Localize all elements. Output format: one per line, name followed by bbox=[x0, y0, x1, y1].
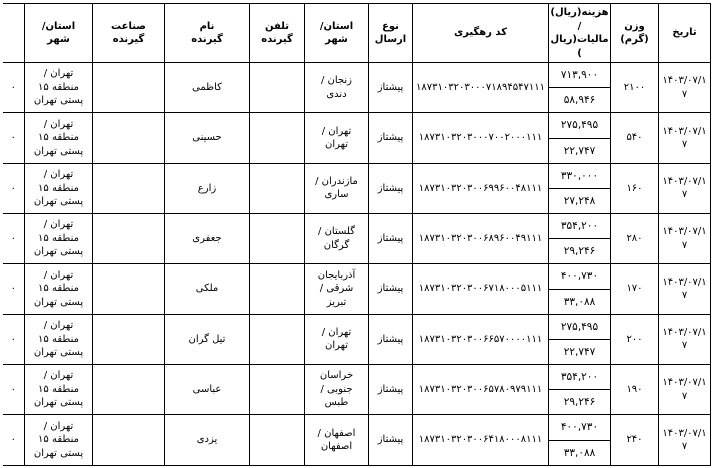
cell-receiver-phone bbox=[250, 264, 305, 314]
cell-overflow: ۰ bbox=[3, 113, 25, 163]
cell-cost-amount: ۳۵۴,۲۰۰ bbox=[549, 214, 610, 239]
cell-receiver-guild bbox=[93, 415, 165, 465]
cell-receiver-phone bbox=[250, 214, 305, 264]
cell-overflow: ۰ bbox=[3, 264, 25, 314]
cell-cost-tax: ۲۹,۲۴۶ bbox=[563, 245, 596, 258]
cell-weight: ۲۴۰ bbox=[611, 415, 659, 465]
cell-cost-tax: ۲۲,۷۴۷ bbox=[563, 144, 596, 157]
column-header-origin: استان/ شهر bbox=[25, 4, 93, 63]
cell-date: ۱۴۰۳/۰۷/۱۷ bbox=[659, 113, 711, 163]
cell-receiver-name: حسینی bbox=[165, 113, 250, 163]
column-header-phone: تلفن گیرنده bbox=[250, 4, 305, 63]
table-row bbox=[3, 314, 711, 364]
table-header bbox=[3, 4, 711, 63]
cell-send-type: پیشتاز bbox=[369, 365, 413, 415]
cell-send-type: پیشتاز bbox=[369, 63, 413, 113]
cell-cost bbox=[549, 264, 611, 314]
cell-province-city: اصفهان / اصفهان bbox=[305, 415, 369, 465]
cell-receiver-name: کاظمی bbox=[165, 63, 250, 113]
cell-cost bbox=[549, 415, 611, 465]
cell-cost-tax: ۲۲,۷۴۷ bbox=[563, 345, 596, 358]
cell-date: ۱۴۰۳/۰۷/۱۷ bbox=[659, 214, 711, 264]
cell-receiver-name: ملکی bbox=[165, 264, 250, 314]
cell-date: ۱۴۰۳/۰۷/۱۷ bbox=[659, 365, 711, 415]
cell-receiver-name: زارع bbox=[165, 163, 250, 213]
cell-tracking-code: ۱۸۷۳۱۰۳۲۰۳۰۰۰۷۱۸۹۴۵۴۷۱۱۱ bbox=[413, 63, 549, 113]
cell-cost-amount: ۴۰۰,۷۳۰ bbox=[549, 264, 610, 289]
table-body bbox=[3, 63, 711, 466]
cell-weight: ۱۶۰ bbox=[611, 163, 659, 213]
cell-province-city: مازندران / ساری bbox=[305, 163, 369, 213]
cell-province-city: تهران / تهران bbox=[305, 113, 369, 163]
cell-province-city: خراسان جنوبی / طبس bbox=[305, 365, 369, 415]
cell-tracking-code: ۱۸۷۳۱۰۳۲۰۳۰۰۶۴۱۸۰۰۰۸۱۱۱ bbox=[413, 415, 549, 465]
cell-cost-amount: ۳۳۰,۰۰۰ bbox=[549, 164, 610, 189]
cell-send-type: پیشتاز bbox=[369, 415, 413, 465]
column-header-overflow bbox=[3, 4, 25, 63]
cell-weight: ۲۰۰ bbox=[611, 314, 659, 364]
cell-cost-amount: ۴۰۰,۷۳۰ bbox=[549, 415, 610, 440]
cell-date: ۱۴۰۳/۰۷/۱۷ bbox=[659, 163, 711, 213]
cell-tracking-code: ۱۸۷۳۱۰۳۲۰۳۰۰۶۶۵۷۰۰۰۰۱۱۱ bbox=[413, 314, 549, 364]
cell-send-type: پیشتاز bbox=[369, 163, 413, 213]
column-header-date: تاریخ bbox=[659, 4, 711, 63]
cell-origin: تهران / منطقه ۱۵ پستی تهران bbox=[25, 264, 93, 314]
cell-date: ۱۴۰۳/۰۷/۱۷ bbox=[659, 415, 711, 465]
table-row bbox=[3, 214, 711, 264]
cell-cost bbox=[549, 113, 611, 163]
cell-overflow: ۰ bbox=[3, 63, 25, 113]
cell-province-city: آذربایجان شرقی / تبریز bbox=[305, 264, 369, 314]
cell-receiver-name: عباسی bbox=[165, 365, 250, 415]
cell-receiver-name: تیل گران bbox=[165, 314, 250, 364]
table-row bbox=[3, 63, 711, 113]
cell-cost-tax: ۳۳,۰۸۸ bbox=[563, 295, 596, 308]
cell-receiver-guild bbox=[93, 314, 165, 364]
cell-origin: تهران / منطقه ۱۵ پستی تهران bbox=[25, 365, 93, 415]
cell-overflow: ۰ bbox=[3, 365, 25, 415]
cell-origin: تهران / منطقه ۱۵ پستی تهران bbox=[25, 314, 93, 364]
cell-origin: تهران / منطقه ۱۵ پستی تهران bbox=[25, 163, 93, 213]
cell-receiver-guild bbox=[93, 63, 165, 113]
cell-receiver-name: یزدی bbox=[165, 415, 250, 465]
cell-province-city: زنجان / دندی bbox=[305, 63, 369, 113]
cell-province-city: تهران / تهران bbox=[305, 314, 369, 364]
cell-weight: ۲۸۰ bbox=[611, 214, 659, 264]
cell-overflow: ۰ bbox=[3, 214, 25, 264]
cell-tracking-code: ۱۸۷۳۱۰۳۲۰۳۰۰۰۷۰۰۲۰۰۰۱۱۱ bbox=[413, 113, 549, 163]
table-header-row bbox=[3, 4, 711, 63]
cell-receiver-phone bbox=[250, 113, 305, 163]
cell-receiver-guild bbox=[93, 264, 165, 314]
cell-overflow: ۰ bbox=[3, 163, 25, 213]
cell-weight: ۱۹۰ bbox=[611, 365, 659, 415]
shipments-table bbox=[3, 3, 712, 466]
cell-origin: تهران / منطقه ۱۵ پستی تهران bbox=[25, 415, 93, 465]
column-header-send-type: نوع ارسال bbox=[369, 4, 413, 63]
cell-receiver-guild bbox=[93, 113, 165, 163]
cell-receiver-phone bbox=[250, 365, 305, 415]
cell-date: ۱۴۰۳/۰۷/۱۷ bbox=[659, 264, 711, 314]
cell-send-type: پیشتاز bbox=[369, 264, 413, 314]
cell-origin: تهران / منطقه ۱۵ پستی تهران bbox=[25, 214, 93, 264]
table-row bbox=[3, 264, 711, 314]
column-header-province-city: استان/ شهر bbox=[305, 4, 369, 63]
cell-cost-amount: ۲۷۵,۴۹۵ bbox=[549, 113, 610, 138]
cell-cost bbox=[549, 163, 611, 213]
cell-cost-tax: ۲۷,۲۴۸ bbox=[563, 194, 596, 207]
column-header-receiver-name: نام گیرنده bbox=[165, 4, 250, 63]
cell-weight: ۵۴۰ bbox=[611, 113, 659, 163]
table-row bbox=[3, 365, 711, 415]
cell-receiver-phone bbox=[250, 63, 305, 113]
cell-cost bbox=[549, 214, 611, 264]
table-row bbox=[3, 163, 711, 213]
cell-cost bbox=[549, 365, 611, 415]
cell-cost-amount: ۲۷۵,۴۹۵ bbox=[549, 315, 610, 340]
cell-receiver-phone bbox=[250, 415, 305, 465]
cell-receiver-name: جعفری bbox=[165, 214, 250, 264]
cell-date: ۱۴۰۳/۰۷/۱۷ bbox=[659, 314, 711, 364]
cell-send-type: پیشتاز bbox=[369, 314, 413, 364]
cell-cost-amount: ۳۵۴,۲۰۰ bbox=[549, 365, 610, 390]
cell-cost bbox=[549, 63, 611, 113]
cell-receiver-guild bbox=[93, 365, 165, 415]
cell-tracking-code: ۱۸۷۳۱۰۳۲۰۳۰۰۶۹۹۶۰۰۴۸۱۱۱ bbox=[413, 163, 549, 213]
column-header-cost: هزینه(ریال)/ مالیات(ریال) bbox=[549, 4, 611, 63]
cell-overflow: ۰ bbox=[3, 314, 25, 364]
cell-province-city: گلستان / گرگان bbox=[305, 214, 369, 264]
cell-receiver-phone bbox=[250, 314, 305, 364]
cell-cost bbox=[549, 314, 611, 364]
cell-tracking-code: ۱۸۷۳۱۰۳۲۰۳۰۰۶۸۹۶۰۰۴۹۱۱۱ bbox=[413, 214, 549, 264]
cell-tracking-code: ۱۸۷۳۱۰۳۲۰۳۰۰۶۵۷۸۰۹۷۹۱۱۱ bbox=[413, 365, 549, 415]
cell-tracking-code: ۱۸۷۳۱۰۳۲۰۳۰۰۶۷۱۸۰۰۰۵۱۱۱ bbox=[413, 264, 549, 314]
column-header-receiver-guild: صناعت گیرنده bbox=[93, 4, 165, 63]
cell-cost-tax: ۳۳,۰۸۸ bbox=[563, 446, 596, 459]
cell-receiver-phone bbox=[250, 163, 305, 213]
table-row bbox=[3, 415, 711, 465]
cell-send-type: پیشتاز bbox=[369, 113, 413, 163]
cell-send-type: پیشتاز bbox=[369, 214, 413, 264]
cell-origin: تهران / منطقه ۱۵ پستی تهران bbox=[25, 63, 93, 113]
cell-origin: تهران / منطقه ۱۵ پستی تهران bbox=[25, 113, 93, 163]
cell-weight: ۱۷۰ bbox=[611, 264, 659, 314]
cell-receiver-guild bbox=[93, 163, 165, 213]
cell-date: ۱۴۰۳/۰۷/۱۷ bbox=[659, 63, 711, 113]
cell-cost-tax: ۵۸,۹۴۶ bbox=[563, 94, 596, 107]
cell-cost-amount: ۷۱۳,۹۰۰ bbox=[549, 63, 610, 88]
cell-overflow: ۰ bbox=[3, 415, 25, 465]
table-row bbox=[3, 113, 711, 163]
cell-receiver-guild bbox=[93, 214, 165, 264]
column-header-weight: وزن (گرم) bbox=[611, 4, 659, 63]
column-header-tracking: کد رهگیری bbox=[413, 4, 549, 63]
cell-cost-tax: ۲۹,۲۴۶ bbox=[563, 396, 596, 409]
cell-weight: ۲۱۰۰ bbox=[611, 63, 659, 113]
